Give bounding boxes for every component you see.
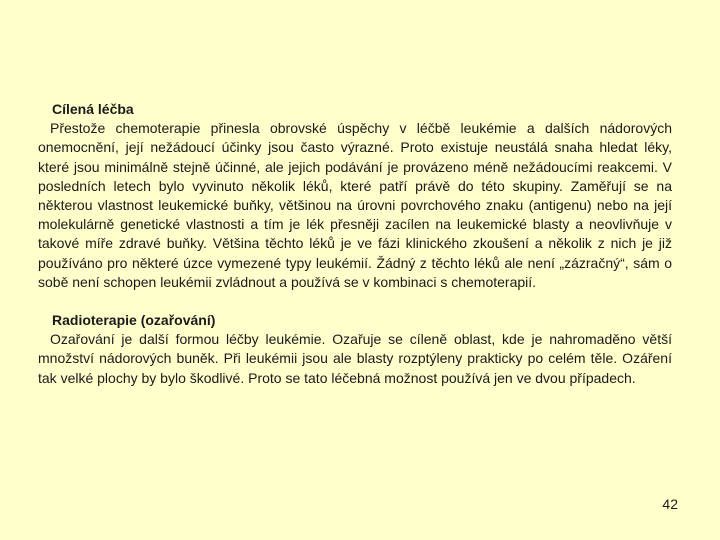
section-radiotherapy — [38, 311, 672, 388]
section-paragraph: Přestože chemoterapie přinesla obrovské úspěchy v léčbě leukémie a dalších nádorových onemocnění, její nežádoucí účinky jsou často výrazné. Proto existuje neustálá snaha hledat léky, které jsou minimálně stejně účinné, ale jejich podávání je provázeno méně nežádoucími reakcemi. V posledních letech bylo vyvinuto několik léků, které patří právě do této skupiny. Zaměřují se na některou vlastnost leukemické buňky, většinou na úrovni povrchového znaku (antigenu) nebo na její molekulárně genetické vlastnosti a tím je lék přesněji zacílen na leukemické blasty a neovlivňuje v takové míře zdravé buňky. Většina těchto léků je ve fázi klinického zkoušení a několik z nich je již používáno pro některé úzce vymezené typy leukémií. Žádný z těchto léků ale není „zázračný“, sám o sobě není schopen leukémii zvládnout a používá se v kombinaci s chemoterapií. — [38, 120, 672, 290]
page-number: 42 — [662, 496, 678, 512]
section-targeted-therapy — [38, 100, 672, 292]
slide-content — [38, 100, 672, 388]
section-paragraph: Ozařování je další formou léčby leukémie. Ozařuje se cíleně oblast, kde je nahromaděno větší množství nádorových buněk. Při leukémii jsou ale blasty rozptýleny prakticky po celém těle. Ozáření tak velké plochy by bylo škodlivé. Proto se tato léčebná možnost používá jen ve dvou případech. — [38, 331, 672, 386]
section-heading: Cílená léčba — [52, 101, 134, 117]
section-heading: Radioterapie (ozařování) — [52, 312, 216, 329]
